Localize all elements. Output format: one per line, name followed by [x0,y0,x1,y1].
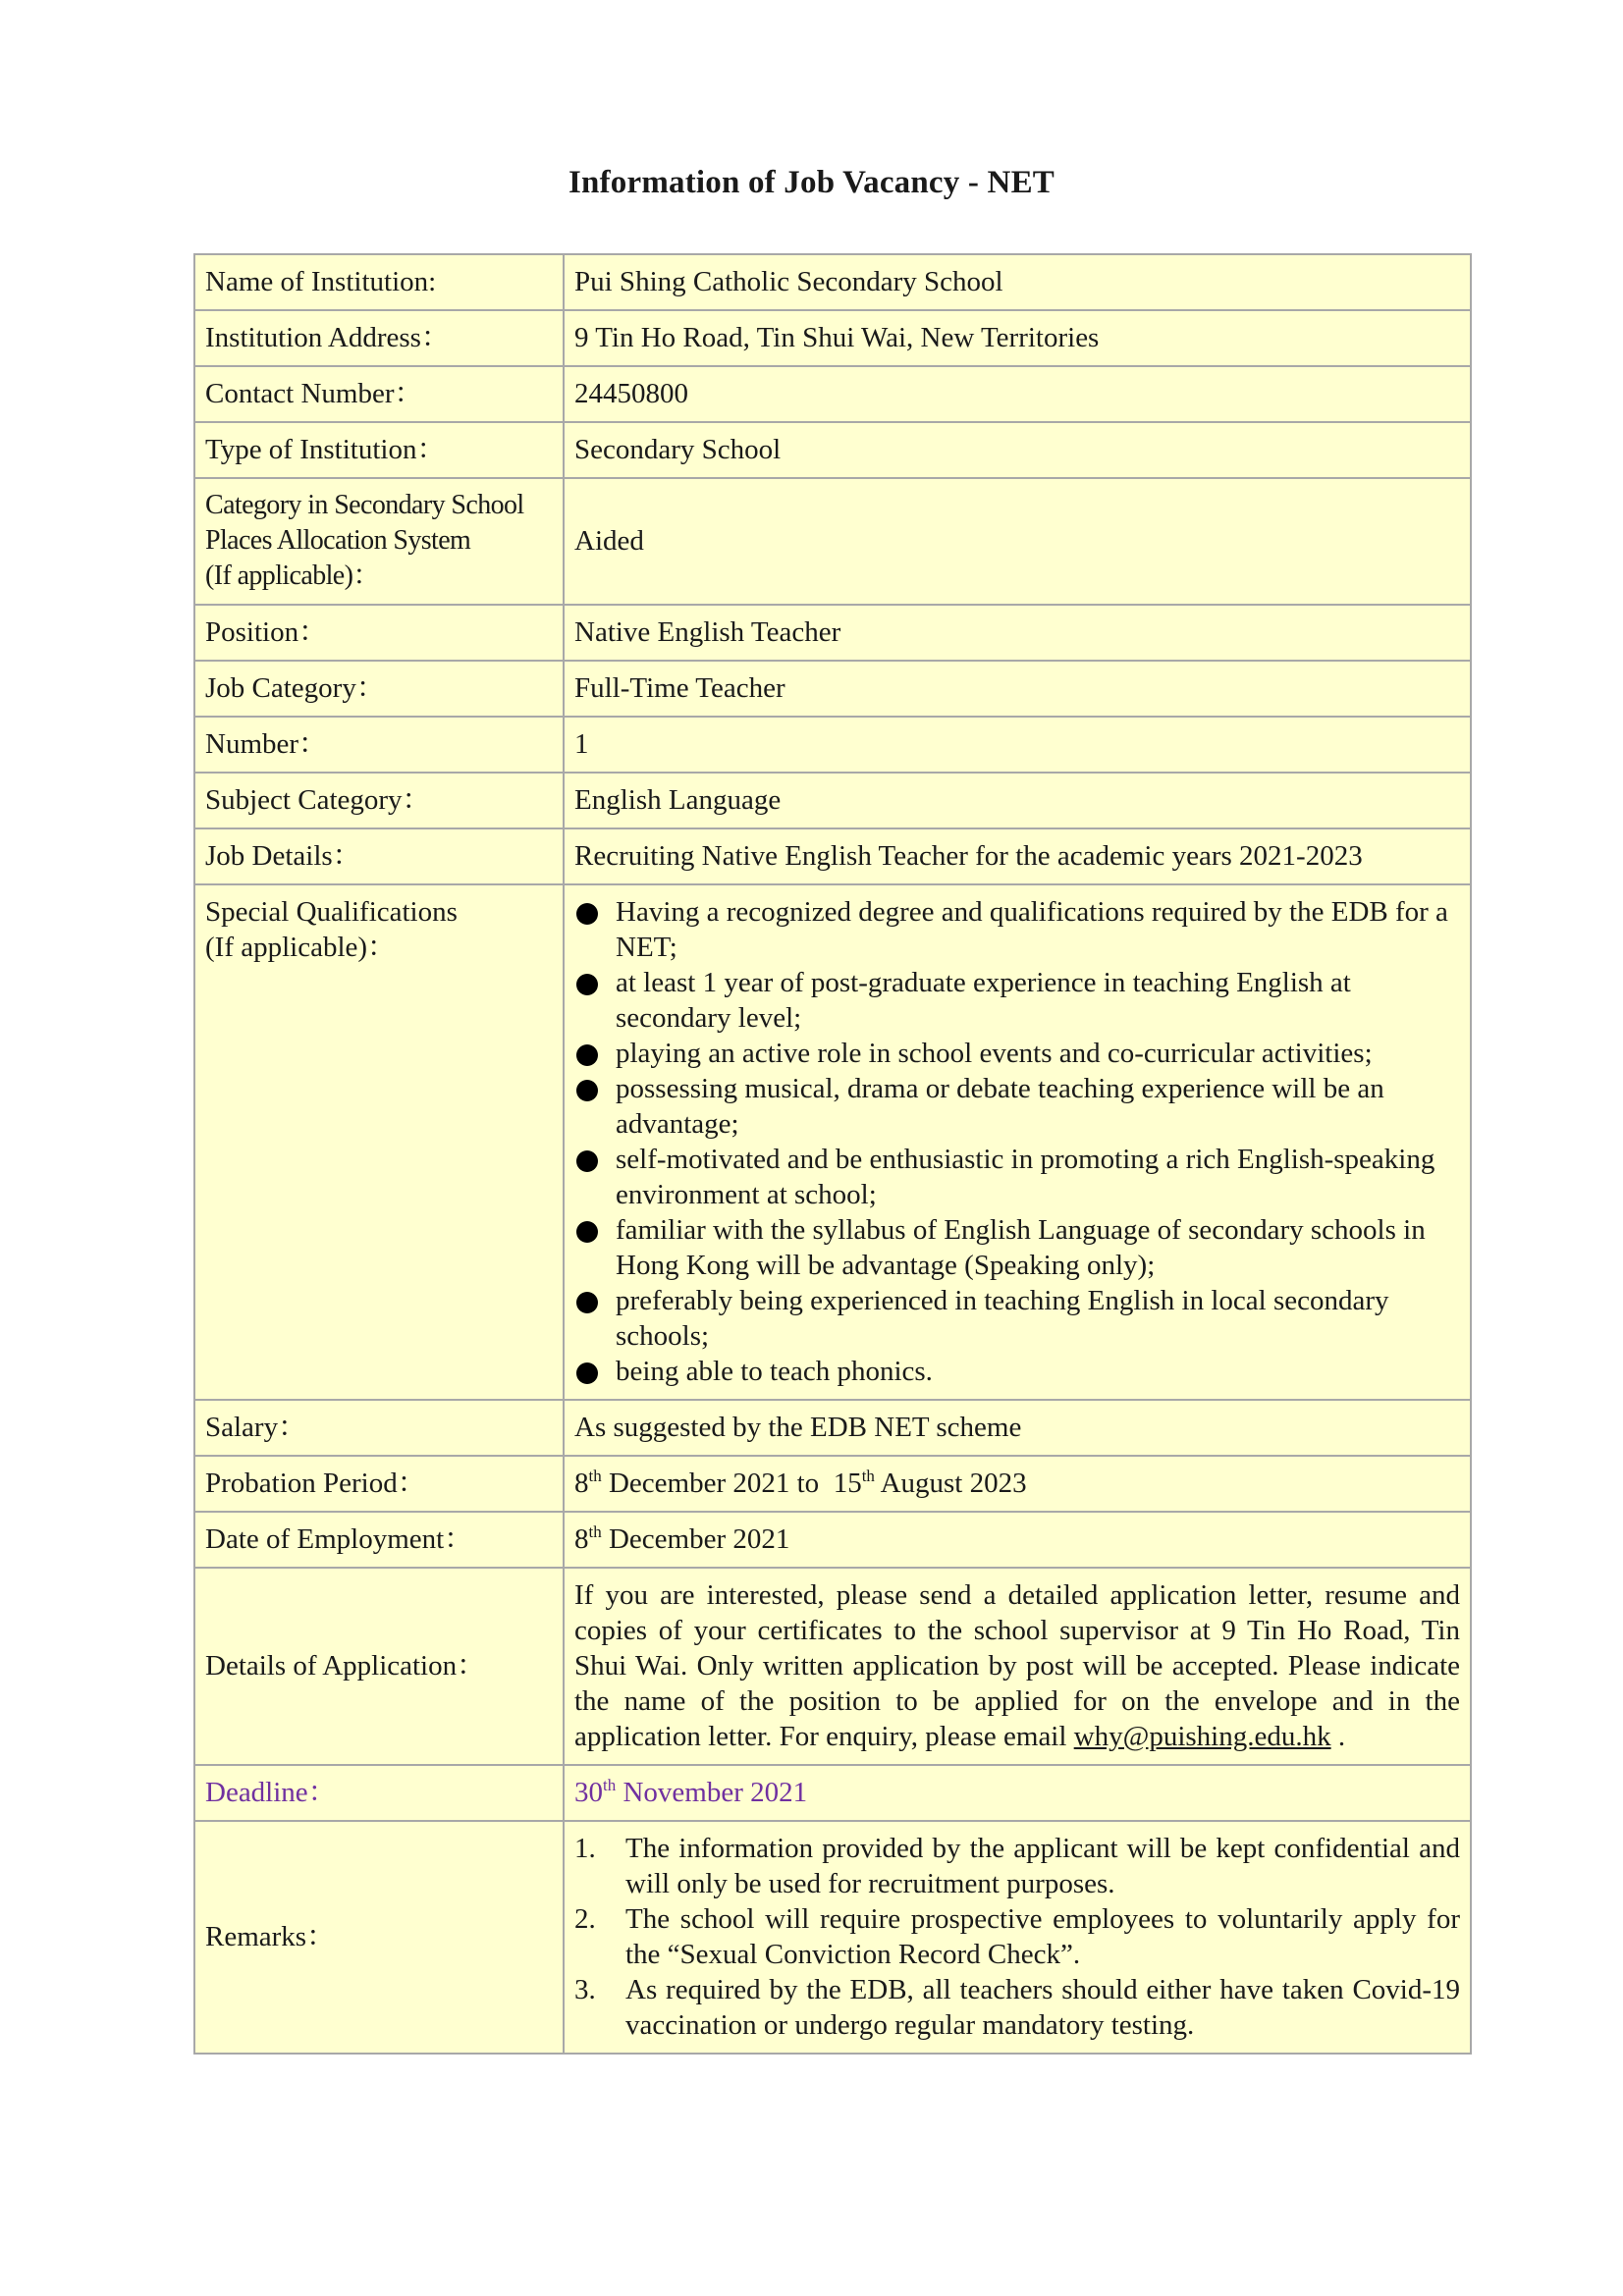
employment-day: 8 [574,1523,589,1555]
type-value: Secondary School [564,422,1471,478]
number-value: 1 [564,717,1471,773]
address-value: 9 Tin Ho Road, Tin Shui Wai, New Territories [564,310,1471,366]
institution-label: Name of Institution: [194,254,564,310]
employment-rest: December 2021 [601,1523,790,1555]
row-job-category [194,661,1471,717]
job-category-value: Full-Time Teacher [564,661,1471,717]
qualification-item: at least 1 year of post-graduate experience in teaching English at secondary level; [574,965,1460,1036]
probation-end-rest: August 2023 [874,1468,1027,1499]
remark-item [574,1972,1460,2043]
row-job-details [194,828,1471,884]
row-probation [194,1456,1471,1512]
address-label: Institution Address： [194,310,564,366]
deadline-value [564,1765,1471,1821]
row-application [194,1568,1471,1765]
row-category [194,478,1471,605]
qualifications-label [194,884,564,1400]
remarks-list [574,1831,1460,2043]
remark-number: 1. [574,1833,596,1864]
qualification-item: self-motivated and be enthusiastic in promoting a rich English-speaking environment at school; [574,1142,1460,1212]
row-employment [194,1512,1471,1568]
subject-value: English Language [564,773,1471,828]
category-label-line: (If applicable)： [205,561,380,591]
qualification-item: Having a recognized degree and qualifications required by the EDB for a NET; [574,894,1460,965]
application-value [564,1568,1471,1765]
job-vacancy-table [193,253,1472,2055]
application-text: If you are interested, please send a detailed application letter, resume and copies of your certificates to the school supervisor at 9 Tin Ho Road, Tin Shui Wai. Only written application by post will be accepted. Please indicate the name of the position to be applied for on the envelope and in the application letter. For enquiry, please email [574,1579,1460,1752]
qualifications-label-line: Special Qualifications [205,896,458,928]
remark-text: The school will require prospective employees to voluntarily apply for the “Sexual Conviction Record Check”. [625,1903,1460,1970]
category-value: Aided [564,478,1471,605]
qualifications-label-line: (If applicable)： [205,932,397,963]
remark-item [574,1831,1460,1901]
job-category-label: Job Category： [194,661,564,717]
category-label-line: Places Allocation System [205,525,471,556]
row-remarks [194,1821,1471,2054]
employment-label: Date of Employment： [194,1512,564,1568]
probation-start-day: 8 [574,1468,589,1499]
remark-text: The information provided by the applicant will be kept confidential and will only be used for recruitment purposes. [625,1833,1460,1899]
row-number [194,717,1471,773]
deadline-day: 30 [574,1777,603,1808]
probation-value [564,1456,1471,1512]
qualification-item: possessing musical, drama or debate teaching experience will be an advantage; [574,1071,1460,1142]
row-institution [194,254,1471,310]
probation-label: Probation Period： [194,1456,564,1512]
probation-start-rest: December 2021 to [601,1468,834,1499]
row-address [194,310,1471,366]
qualification-item: playing an active role in school events and co-curricular activities; [574,1036,1460,1071]
employment-value [564,1512,1471,1568]
position-value: Native English Teacher [564,605,1471,661]
probation-start-suffix: th [588,1467,602,1485]
qualifications-list [574,894,1460,1389]
qualifications-value [564,884,1471,1400]
category-label [194,478,564,605]
row-deadline [194,1765,1471,1821]
qualification-item: familiar with the syllabus of English Language of secondary schools in Hong Kong will be advantage (Speaking only); [574,1212,1460,1283]
remarks-value [564,1821,1471,2054]
application-end: . [1330,1721,1346,1752]
remark-number: 3. [574,1974,596,2005]
row-contact [194,366,1471,422]
type-label: Type of Institution： [194,422,564,478]
row-salary [194,1400,1471,1456]
application-label: Details of Application： [194,1568,564,1765]
contact-value: 24450800 [564,366,1471,422]
salary-label: Salary： [194,1400,564,1456]
row-type [194,422,1471,478]
row-position [194,605,1471,661]
number-label: Number： [194,717,564,773]
contact-label: Contact Number： [194,366,564,422]
category-label-line: Category in Secondary School [205,490,524,520]
employment-suffix: th [588,1522,602,1541]
position-label: Position： [194,605,564,661]
qualification-item: being able to teach phonics. [574,1354,1460,1389]
page-title: Information of Job Vacancy - NET [568,165,1055,200]
row-subject [194,773,1471,828]
remark-item [574,1901,1460,1972]
subject-label: Subject Category： [194,773,564,828]
deadline-label: Deadline： [194,1765,564,1821]
deadline-suffix: th [603,1776,617,1794]
qualification-item: preferably being experienced in teaching English in local secondary schools; [574,1283,1460,1354]
salary-value: As suggested by the EDB NET scheme [564,1400,1471,1456]
probation-end-suffix: th [861,1467,875,1485]
job-details-label: Job Details： [194,828,564,884]
remarks-label: Remarks： [194,1821,564,2054]
remark-number: 2. [574,1903,596,1935]
deadline-rest: November 2021 [616,1777,808,1808]
row-qualifications [194,884,1471,1400]
email-link[interactable]: why@puishing.edu.hk [1073,1721,1331,1752]
probation-end-day: 15 [833,1468,862,1499]
job-details-value: Recruiting Native English Teacher for the academic years 2021-2023 [564,828,1471,884]
remark-text: As required by the EDB, all teachers should either have taken Covid-19 vaccination or undergo regular mandatory testing. [625,1974,1460,2041]
institution-value: Pui Shing Catholic Secondary School [564,254,1471,310]
